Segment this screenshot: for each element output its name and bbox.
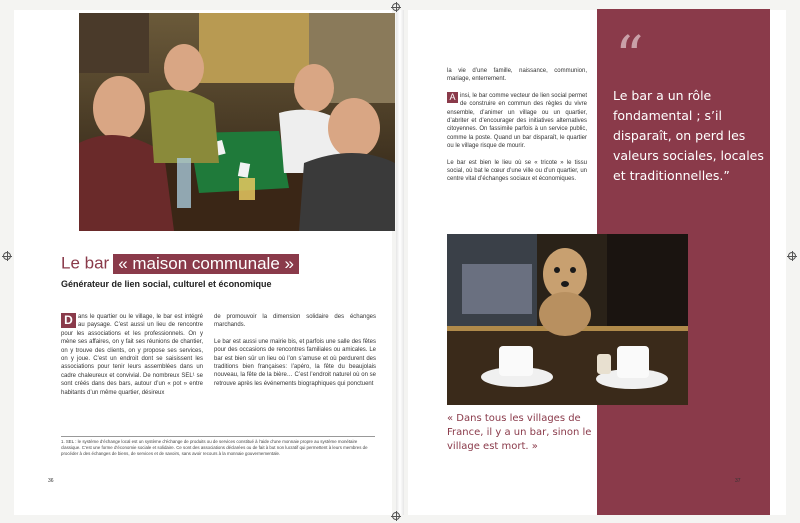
right-column [447, 67, 587, 192]
article-subtitle: Générateur de lien social, culturel et économique [61, 279, 272, 289]
paragraph [447, 92, 587, 151]
dog-cafe-photo [447, 234, 688, 405]
card-game-photo [79, 13, 395, 231]
footnote: 1. SEL : le système d’échange local est un système d’échange de produits ou de services constitué à l’aide d’une monnaie propre au système monétaire classique. C’est une forme d’économie sociale et solidaire. Ce sont des associations déclarées ou de fait à but non lucratif qui permettent à leurs membres de procéder à des échanges de biens, de services et de savoirs, sans avoir recours à la monnaie gouvernementale. [61, 436, 375, 457]
left-column-1 [61, 313, 203, 397]
dropcap: D [61, 313, 76, 328]
registration-mark [3, 252, 11, 260]
registration-mark [392, 512, 400, 520]
paragraph: ans le quartier ou le village, le bar est intégré au paysage. C’est aussi un lieu de rencontre pour les associations et les professionnels. On y mène ses affaires, on y fait ses réunions de chantier, on y trouve des clients, on y propose ses services, on y joue. C’est un endroit dont se saisissent les associations pour tenir leurs assemblées dans un cadre chaleureux et convivial. De nombreux SEL¹ se sont créés dans des bars, autour d’un « pot » entre habitants d’un même quartier, désireux [61, 314, 203, 396]
registration-mark [392, 3, 400, 11]
paragraph: Le bar est bien le lieu où se « tricote » le tissu social, où bat le cœur d’une ville ou d’un quartier, un centre vital d’échanges sociaux et économiques. [447, 159, 587, 183]
paragraph: la vie d’une famille, naissance, communion, mariage, enterrement. [447, 68, 587, 83]
quote-mark-icon: “ [615, 25, 644, 90]
left-column-2 [214, 313, 376, 396]
pull-quote: Le bar a un rôle fondamental ; s’il disparaît, on perd les valeurs sociales, locales et traditionnelles.” [613, 88, 764, 183]
paragraph: Le bar est aussi une mairie bis, et parfois une salle des fêtes pour des occasions de rencontres familiales ou amicales. Le bar est bien sûr un lieu où l’on s’amuse et où perdurent des traditions bien françaises: l’apéro, la fête du beaujolais nouveau, la fête de la bière… C’est l’endroit naturel où on se retrouve après les événements biographiques qui ponctuent [214, 338, 376, 387]
title-highlight: « maison communale » [113, 254, 299, 274]
registration-mark [788, 252, 796, 260]
title-plain: Le bar [61, 253, 110, 273]
article-title [61, 253, 299, 275]
card-game-illustration [79, 13, 395, 231]
page-number-left: 36 [48, 478, 54, 484]
page-number-right: 37 [735, 478, 741, 484]
dropcap: A [447, 92, 458, 103]
paragraph-text: insi, le bar comme vecteur de lien social permet de construire en commun des règles du vivre ensemble, d’animer un village ou un quartier, d’abriter et d’encourager des initiatives alternatives citoyennes. On fassimile parfois à un service public, comme la poste. Quand un bar disparaît, le quartier ou le village risque de mourir. [447, 92, 587, 150]
caption-quote: « Dans tous les villages de France, il y a un bar, sinon le village est mort. » [447, 413, 592, 452]
dog-cafe-illustration [447, 234, 688, 405]
paragraph: de promouvoir la dimension solidaire des échanges marchands. [214, 314, 376, 329]
page-gutter [396, 10, 404, 515]
